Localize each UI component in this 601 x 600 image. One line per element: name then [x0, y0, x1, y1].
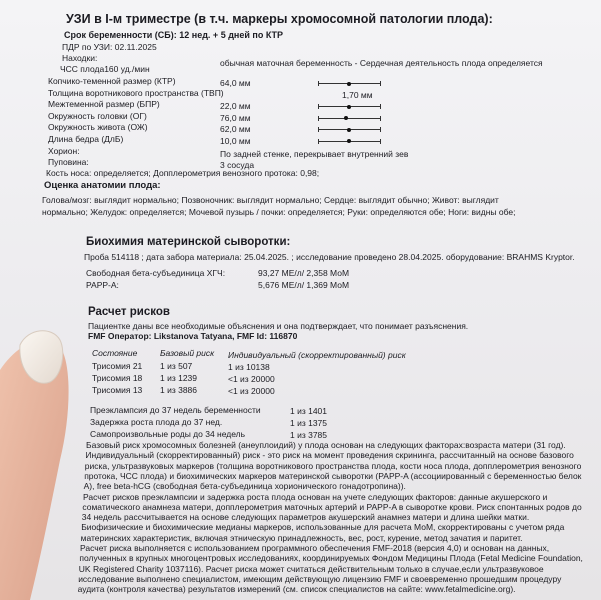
measurement-value: 1,70 мм — [342, 89, 373, 100]
bio-label: Свободная бета-субъединица ХГЧ: — [86, 268, 226, 278]
measurement-value: 64,0 мм — [220, 78, 251, 88]
other-risk-label: Задержка роста плода до 37 нед. — [90, 417, 223, 427]
paragraph-line: протока, ЧСС плода) и биохимических маркеров материнской сыворотки (PAPP-A (ассоциированный с беременностью белок — [84, 470, 582, 481]
other-risk-label: Самопроизвольные роды до 34 недель — [90, 429, 246, 439]
paragraph-line: соматического анамнеза матери, допплерометрия маточных артерий и PAPP-A в сыворотке крови. Риск спонтанных родов до — [82, 501, 582, 512]
measurement-label: Копчико-теменной размер (КТР) — [48, 76, 176, 86]
anatomy-title: Оценка анатомии плода: — [44, 180, 161, 191]
risk-condition: Трисомия 13 — [92, 385, 143, 395]
measurement-marker — [344, 116, 348, 120]
paragraph-line: UK Registered Charity 1037116). Расчет риска может считаться действительным только в случае,если ультразвуковое — [78, 563, 544, 574]
measurement-marker — [347, 82, 351, 86]
risk-col-individual: Индивидуальный (скорректированный) риск — [228, 350, 406, 360]
paragraph-line: риска, ультразвуковых маркеров (толщина воротникового пространства плода, кости носа плода, допплерометрия венозного — [84, 460, 582, 471]
track-tick-right — [380, 139, 381, 144]
nasal-bone-line: Кость носа: определяется; Допплерометрия венозного протока: 0,98; — [46, 168, 320, 178]
risk-condition: Трисомия 18 — [92, 373, 143, 383]
paragraph-line: Базовый риск хромосомных болезней (анеуплоидий) у плода основан на следующих факторах:возраста матери (31 год). — [86, 440, 566, 450]
risk-condition: Трисомия 21 — [92, 361, 143, 371]
measurement-value: 76,0 мм — [220, 112, 251, 123]
track-tick-left — [318, 116, 319, 121]
track-tick-right — [380, 127, 381, 132]
measurement-label: Окружность живота (ОЖ) — [48, 122, 148, 132]
fmf-operator: FMF Оператор: Likstanova Tatyana, FMF Id: 116870 — [88, 331, 298, 341]
other-risk-value: 1 из 3785 — [290, 430, 328, 440]
other-risk-label: Преэклампсия до 37 недель беременности — [90, 405, 261, 415]
heart-rate: ЧСС плода160 уд./мин — [60, 64, 150, 74]
cord-value: 3 сосуда — [220, 160, 255, 170]
measurement-label: Межтеменной размер (БПР) — [48, 99, 160, 109]
measurement-label: Окружность головки (ОГ) — [48, 110, 147, 121]
risk-individual: 1 из 10138 — [228, 362, 270, 372]
chorion-value: По задней стенке, перекрывает внутренний зев — [220, 149, 409, 159]
paragraph-line: Расчет рисков преэклампсии и задержка роста плода основан на учете следующих факторов: данные акушерского и — [83, 491, 548, 502]
measurement-value: 62,0 мм — [220, 124, 251, 134]
paragraph-line: 34 недель рассчитывается на основе следующих параметров акушерский анамнез матери и длина шейки матки. — [81, 512, 530, 523]
risk-base: 1 из 507 — [160, 361, 193, 371]
track-tick-right — [380, 104, 381, 109]
measurement-value: 10,0 мм — [220, 135, 251, 146]
other-risk-value: 1 из 1401 — [290, 406, 328, 416]
anatomy-line-2: нормально; Желудок: определяется; Мочевой пузырь / почки: определяется; Руки: определяются обе; Ноги: видны обе; — [42, 207, 516, 217]
paragraph-line: исследование выполнено специалистом, имеющим действующую лицензию FMF и своевременно прошедшим процедуру — [78, 573, 562, 584]
risk-base: 1 из 1239 — [160, 373, 198, 383]
report-title: УЗИ в I-м триместре (в т.ч. маркеры хромосомной патологии плода): — [66, 12, 493, 26]
track-tick-left — [318, 104, 319, 109]
risk-col-base: Базовый риск — [160, 348, 215, 358]
track-tick-right — [380, 116, 381, 121]
track-tick-right — [380, 81, 381, 86]
findings-label: Находки: — [62, 53, 98, 63]
cord-label: Пуповина: — [48, 157, 89, 167]
paragraph-line: аудита (контроля качества) результатов измерений (см. список специалистов на сайте: www.fetalmedicine.org). — [77, 584, 516, 595]
risk-individual: <1 из 20000 — [228, 386, 275, 396]
paragraph-line: материнских характеристик, включая этническую принадлежность, вес, рост, курение, метод зачатия и паритет. — [80, 532, 523, 543]
paragraph-line: полученных в крупных многоцентровых исследованиях, координируемых Фондом Медицины Плода (Fetal Medicine Foundation, — [79, 553, 583, 564]
chorion-label: Хорион: — [48, 146, 80, 156]
risk-individual: <1 из 20000 — [228, 374, 275, 384]
gestational-age: Срок беременности (СБ): 12 нед. + 5 дней по КТР — [64, 30, 284, 40]
paragraph-line: Индивидуальный (скорректированный) риск - это риск на момент проведения скрининга, рассчитанный на основе базового — [85, 450, 574, 461]
track-tick-left — [318, 127, 319, 132]
measurement-marker — [347, 105, 351, 109]
due-date: ПДР по УЗИ: 02.11.2025 — [62, 42, 157, 52]
track-tick-left — [318, 81, 319, 86]
other-risk-value: 1 из 1375 — [290, 418, 328, 428]
risk-note: Пациентке даны все необходимые объяснения и она подтверждает, что понимает разъяснения. — [88, 321, 469, 331]
measurement-marker — [347, 128, 351, 132]
bio-value: 93,27 МЕ/л/ 2,358 МоМ — [258, 268, 350, 278]
anatomy-line-1: Голова/мозг: выглядит нормально; Позвоночник: выглядит нормально; Сердце: выглядит обычно; Живот: выглядит — [42, 195, 499, 205]
biochemistry-title: Биохимия материнской сыворотки: — [86, 236, 291, 248]
bio-value: 5,676 МЕ/л/ 1,369 МоМ — [258, 280, 350, 290]
biochemistry-sample: Проба 514118 ; дата забора материала: 25.04.2025. ; исследование проведено 28.04.2025. оборудование: BRAHMS Kryptor. — [84, 252, 575, 262]
paragraph-line: Расчет риска выполняется с использованием программного обеспечения FMF-2018 (версия 4,0) и основан на данных, — [80, 543, 550, 553]
risk-title: Расчет рисков — [88, 306, 170, 318]
risk-base: 1 из 3886 — [160, 385, 198, 395]
measurement-value: 22,0 мм — [220, 101, 251, 111]
measurement-label: Длина бедра (ДлБ) — [48, 133, 124, 144]
bio-label: PAPP-A: — [86, 280, 119, 290]
measurement-marker — [347, 139, 351, 143]
hand-photo — [0, 300, 150, 600]
track-tick-left — [318, 139, 319, 144]
measurement-label: Толщина воротникового пространства (ТВП) — [48, 87, 224, 98]
measurement-track — [318, 118, 380, 119]
paragraph-line: А), free beta-hCG (свободная бета-субъединица хорионического гонадотропина)). — [83, 481, 406, 492]
paragraph-line: Биофизические и биохимические медианы маркеров, использованные для расчета МоМ, скорректированы с учетом ряда — [81, 522, 565, 533]
risk-col-condition: Состояние — [92, 348, 138, 358]
pregnancy-type: обычная маточная беременность - Сердечная деятельность плода определяется — [220, 58, 543, 68]
